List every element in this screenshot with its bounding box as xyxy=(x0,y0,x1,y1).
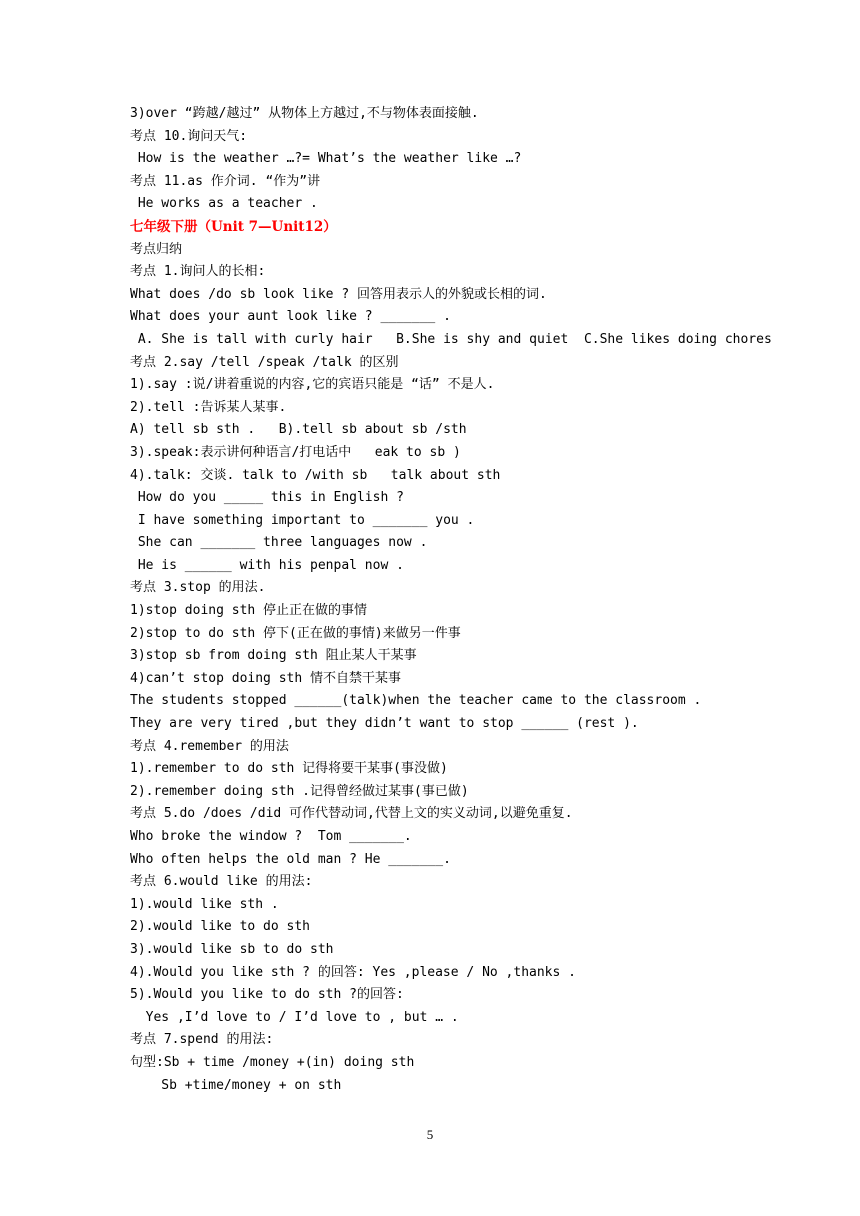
exercise-line: They are very tired ,but they didn’t want to stop ______ (rest ). xyxy=(130,716,639,732)
exercise-line: What does your aunt look like ? _______ . xyxy=(130,309,451,325)
section-heading: 考点 2.say /tell /speak /talk 的区别 xyxy=(130,354,399,370)
text-line: 3).speak:表示讲何种语言/打电话中 eak to sb ) xyxy=(130,444,461,460)
text-line: A) tell sb sth . B).tell sb about sb /sth xyxy=(130,422,467,438)
exercise-line: Who often helps the old man ? He _______. xyxy=(130,851,451,867)
text-line: 2)stop to do sth 停下(正在做的事情)来做另一件事 xyxy=(130,625,461,641)
text-line: Sb +time/money + on sth xyxy=(130,1077,342,1093)
exercise-line: She can _______ three languages now . xyxy=(130,535,428,551)
text-line: How is the weather …?= What’s the weather like …? xyxy=(130,151,522,167)
text-line: What does /do sb look like ? 回答用表示人的外貌或长相的词. xyxy=(130,286,547,302)
text-line: 2).remember doing sth .记得曾经做过某事(事已做) xyxy=(130,783,469,799)
exercise-line: He is ______ with his penpal now . xyxy=(130,557,404,573)
text-line: 3)over “跨越/越过” 从物体上方越过,不与物体表面接触. xyxy=(130,106,479,121)
chapter-heading: 七年级下册（Unit 7—Unit12） xyxy=(130,218,337,235)
exercise-line: I have something important to _______ you . xyxy=(130,512,475,528)
section-heading: 考点归纳 xyxy=(130,241,183,257)
section-heading: 考点 10.询问天气: xyxy=(130,128,248,144)
text-line: 4).talk: 交谈. talk to /with sb talk about sth xyxy=(130,467,501,483)
text-line: He works as a teacher . xyxy=(130,196,318,212)
text-line: Yes ,I’d love to / I’d love to , but … . xyxy=(130,1009,459,1025)
text-line: 4).Would you like sth ? 的回答: Yes ,please / No ,thanks . xyxy=(130,964,576,980)
exercise-line: The students stopped ______(talk)when the teacher came to the classroom . xyxy=(130,693,702,709)
document-body xyxy=(130,103,830,1097)
text-line: 1).say :说/讲着重说的内容,它的宾语只能是 “话” 不是人. xyxy=(130,377,495,393)
text-line: 2).would like to do sth xyxy=(130,919,311,935)
section-heading: 考点 7.spend 的用法: xyxy=(130,1032,274,1048)
section-heading: 考点 3.stop 的用法. xyxy=(130,580,266,596)
section-heading: 考点 11.as 作介词. “作为”讲 xyxy=(130,173,321,189)
text-line: 句型:Sb + time /money +(in) doing sth xyxy=(130,1054,415,1070)
text-line: 1).remember to do sth 记得将要干某事(事没做) xyxy=(130,761,448,777)
text-line: 3).would like sb to do sth xyxy=(130,941,334,957)
text-line: 1)stop doing sth 停止正在做的事情 xyxy=(130,603,368,619)
text-line: 3)stop sb from doing sth 阻止某人干某事 xyxy=(130,648,417,664)
exercise-options: A. She is tall with curly hair B.She is shy and quiet C.She likes doing chores xyxy=(130,331,772,347)
text-line: 2).tell :告诉某人某事. xyxy=(130,399,287,415)
exercise-line: Who broke the window ? Tom _______. xyxy=(130,829,412,844)
text-line: 1).would like sth . xyxy=(130,896,279,912)
text-line: 5).Would you like to do sth ?的回答: xyxy=(130,987,404,1003)
section-heading: 考点 6.would like 的用法: xyxy=(130,874,313,890)
section-heading: 考点 4.remember 的用法 xyxy=(130,738,289,754)
section-heading: 考点 5.do /does /did 可作代替动词,代替上文的实义动词,以避免重复. xyxy=(130,806,573,822)
text-line: 4)can’t stop doing sth 情不自禁干某事 xyxy=(130,670,402,686)
section-heading: 考点 1.询问人的长相: xyxy=(130,264,266,280)
page-number: 5 xyxy=(426,1127,434,1142)
exercise-line: How do you _____ this in English ? xyxy=(130,490,404,506)
